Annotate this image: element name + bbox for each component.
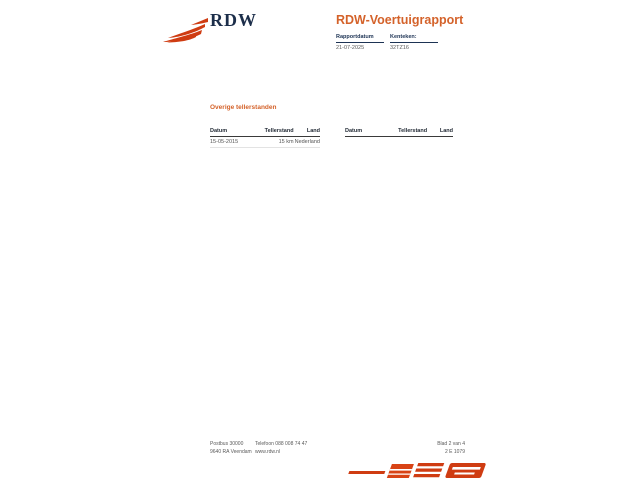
rdw-stripes-graphic — [343, 461, 491, 480]
table-header-row — [345, 126, 453, 137]
cell-datum: 15-05-2015 — [210, 139, 239, 145]
col-header-tellerstand: Tellerstand — [264, 128, 294, 134]
col-header-land: Land — [439, 128, 453, 134]
footer-address — [210, 440, 252, 456]
col-header-land: Land — [306, 128, 320, 134]
section-title-overige-tellerstanden: Overige tellerstanden — [210, 104, 277, 111]
field-kenteken — [390, 34, 438, 51]
rapportdatum-label: Rapportdatum — [336, 34, 384, 43]
field-rapportdatum — [336, 34, 384, 51]
table-row — [210, 137, 320, 148]
footer-website: www.rdw.nl — [255, 449, 281, 455]
footer-form-code: 2 E 1079 — [444, 449, 465, 455]
table-header-row — [210, 126, 320, 137]
cell-tellerstand: 15 km — [278, 139, 294, 145]
footer-page-number: Blad 2 van 4 — [437, 441, 465, 447]
tellerstanden-table-right — [345, 126, 453, 137]
col-header-tellerstand: Tellerstand — [398, 128, 428, 134]
rdw-wordmark: RDW — [210, 10, 257, 30]
col-header-datum: Datum — [345, 128, 363, 134]
footer-page-info — [400, 440, 465, 456]
cell-land: Nederland — [294, 139, 320, 145]
footer-plaats: 9640 RA Veendam — [210, 449, 252, 455]
report-title: RDW-Voertuigrapport — [336, 13, 464, 27]
tellerstanden-table-left — [210, 126, 320, 148]
kenteken-value: 32TZ16 — [390, 45, 409, 51]
footer-postbus: Postbus 30000 — [210, 441, 244, 447]
footer-telefoon: Telefoon 088 008 74 47 — [255, 441, 308, 447]
kenteken-label: Kenteken: — [390, 34, 438, 43]
rapportdatum-value: 21-07-2025 — [336, 45, 365, 51]
rdw-eagle-icon — [162, 16, 208, 43]
footer-contact — [255, 440, 307, 456]
col-header-datum: Datum — [210, 128, 228, 134]
report-meta — [336, 34, 438, 51]
